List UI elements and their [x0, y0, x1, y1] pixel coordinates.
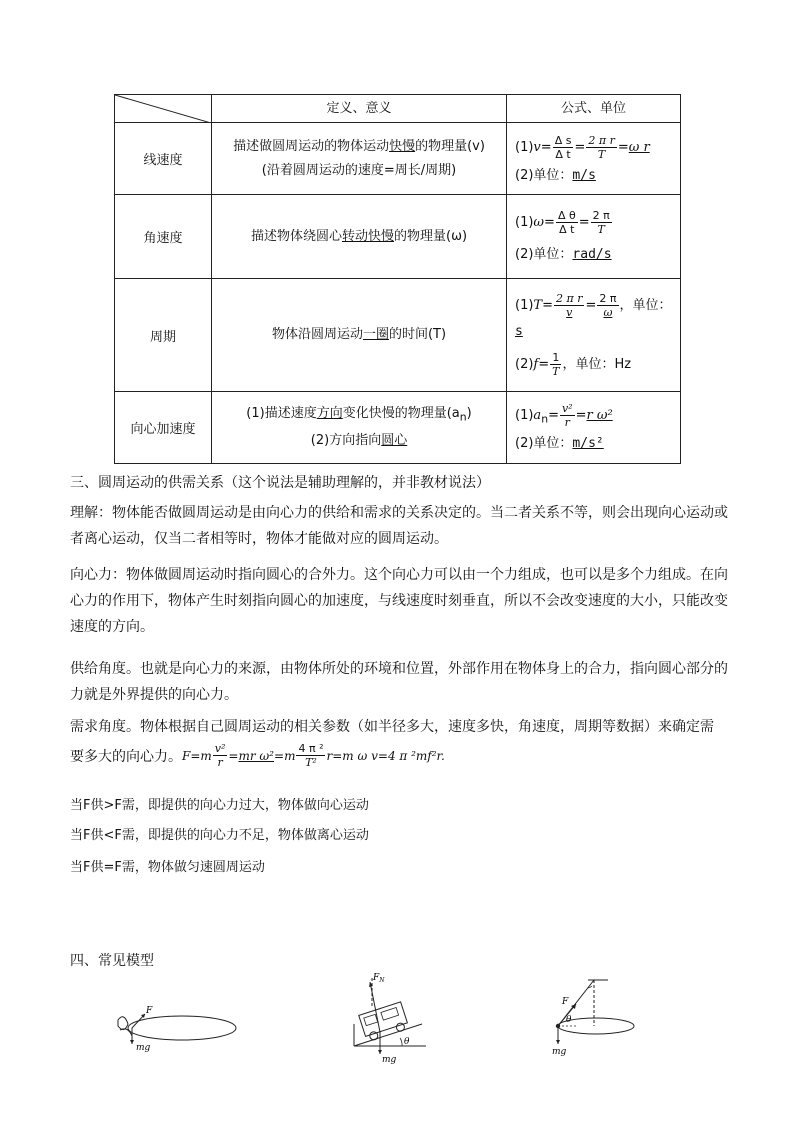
demand-formula: 要多大的向心力。 F = m $\frac{\text{v²}}{r}$ = mr ω² = m $\frac{\text{4 π ²}}{\text{T²}}$ r = m ω v = 4 π ²mf²r.: [70, 742, 445, 769]
section3-heading: 三、圆周运动的供需关系（这个说法是辅助理解的，并非教材说法）: [70, 475, 490, 491]
paragraph-demand-line1: 需求角度。物体根据自己圆周运动的相关参数（如半径多大，速度多快，角速度，周期等数据）来确定需: [70, 719, 714, 735]
row-definition: 描述做圆周运动的物体运动快慢的物理量(v) (沿着圆周运动的速度=周长/周期): [212, 123, 507, 195]
table-row: [115, 123, 681, 195]
summary-table: [114, 94, 681, 464]
row-name: 线速度: [115, 123, 212, 195]
model-figure-1: [112, 1000, 242, 1064]
header-diagonal-cell: [115, 95, 212, 123]
table-row: [115, 392, 681, 464]
table-header-row: [115, 95, 681, 123]
row-name: 向心加速度: [115, 392, 212, 464]
figure1-diagram: [112, 1000, 242, 1060]
fig2-force-label: $F_N$: [373, 973, 385, 984]
fig1-weight-label: mg: [136, 1043, 151, 1053]
figure2-diagram: [350, 972, 430, 1068]
header-definition: 定义、意义: [212, 95, 507, 123]
paragraph-understanding: 理解：物体能否做圆周运动是由向心力的供给和需求的关系决定的。当二者关系不等，则会出现向心运动或者离心运动，仅当二者相等时，物体才能做对应的圆周运动。: [70, 505, 728, 547]
row-formula: (1)ω= $\frac{\text{Δ θ}}{\text{Δ t}}$ = $\frac{2 \pi}{T}$ (2)单位：rad/s: [507, 195, 681, 279]
header-formula: 公式、单位: [507, 95, 681, 123]
fig2-angle-label: θ: [404, 1037, 410, 1047]
model-figure-2: [350, 972, 430, 1072]
fig3-angle-label: θ: [566, 1015, 572, 1025]
condition-uniform: 当F供=F需，物体做匀速圆周运动: [70, 860, 265, 875]
row-definition: (1)描述速度方向变化快慢的物理量$(a_n)$ (2)方向指向圆心: [212, 392, 507, 464]
row-formula: (1)v= $\frac{\text{Δ s}}{\text{Δ t}}$ = $\frac{\text{2 π r}}{T}$ =ω r (2)单位：m/s: [507, 123, 681, 195]
row-name: 周期: [115, 279, 212, 392]
fig1-force-label: F: [146, 1006, 153, 1016]
section4-heading: 四、常见模型: [70, 953, 154, 969]
fig3-force-label: F: [562, 997, 569, 1007]
condition-centrifugal: 当F供<F需，即提供的向心力不足，物体做离心运动: [70, 828, 369, 843]
row-definition: 描述物体绕圆心转动快慢的物理量(ω): [212, 195, 507, 279]
row-name: 角速度: [115, 195, 212, 279]
row-definition: 物体沿圆周运动一圈的时间(T): [212, 279, 507, 392]
figure3-diagram: [548, 976, 658, 1060]
condition-centripetal: 当F供>F需，即提供的向心力过大，物体做向心运动: [70, 798, 369, 813]
row-formula: $(1)a_n=$ $\frac{\text{v²}}{r}$ =r ω² (2)单位：m/s²: [507, 392, 681, 464]
fig2-weight-label: mg: [382, 1055, 397, 1065]
table-row: [115, 195, 681, 279]
paragraph-supply: 供给角度。也就是向心力的来源，由物体所处的环境和位置，外部作用在物体身上的合力，指向圆心部分的力就是外界提供的向心力。: [70, 661, 728, 703]
table-row: [115, 279, 681, 392]
fig3-weight-label: mg: [552, 1047, 567, 1057]
diagonal-line: [115, 95, 211, 123]
row-formula: (1)T= $\frac{\text{2 π r}}{v}$ = $\frac{2 \pi}{\omega}$ ，单位： s (2)f= $\frac{1}{T}$ ，单位：Hz: [507, 279, 681, 392]
model-figure-3: [548, 976, 658, 1064]
paragraph-centripetal-force: 向心力：物体做圆周运动时指向圆心的合外力。这个向心力可以由一个力组成，也可以是多个力组成。在向心力的作用下，物体产生时刻指向圆心的加速度，与线速度时刻垂直，所以不会改变速度的大小，只能改变速度的方向。: [70, 567, 728, 635]
